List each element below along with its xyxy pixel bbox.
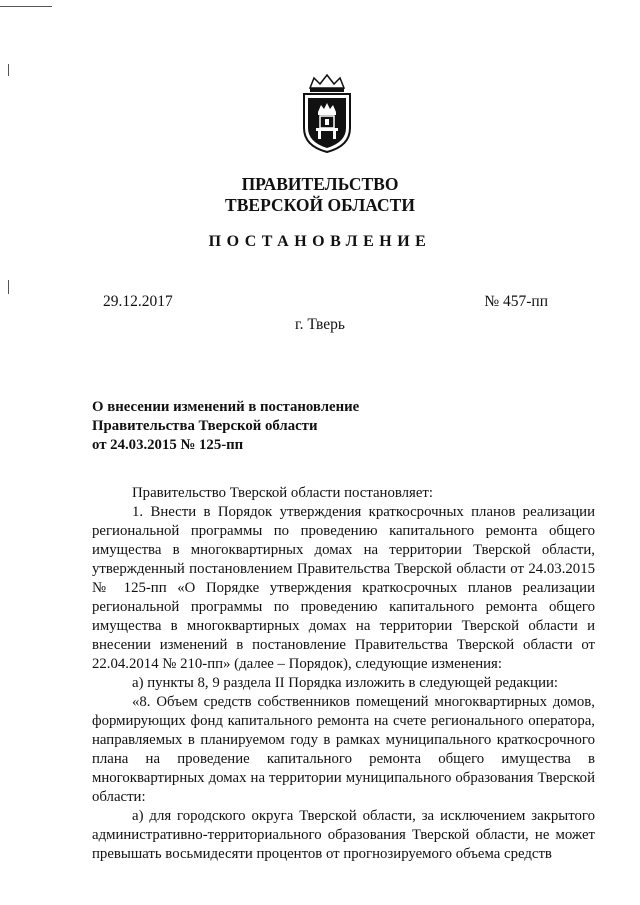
scan-mark-left-2 (8, 280, 9, 294)
document-body (92, 484, 595, 864)
document-date: 29.12.2017 (103, 293, 173, 310)
document-title (92, 398, 492, 455)
body-paragraph-4: а) для городского округа Тверской области, за исключением закрытого административно-территориального образования Тверской области, не может превышать восьмидесяти процентов от прогнозируемого объема средств (92, 808, 595, 862)
coat-of-arms-icon (296, 72, 358, 154)
document-number: № 457-пп (484, 293, 548, 310)
scan-mark-left-1 (8, 64, 9, 76)
body-paragraph-3: «8. Объем средств собственников помещений многоквартирных домов, формирующих фонд капитального ремонта на счете регионального оператора, направляемых в планируемом году в рамках муниципального краткосрочного плана на проведение капитального ремонта общего имущества в многоквартирных домах на территории муниципального образования Тверской области: (92, 694, 595, 805)
title-line-2: Правительства Тверской области (92, 418, 318, 434)
title-line-1: О внесении изменений в постановление (92, 399, 360, 415)
org-line-2: ТВЕРСКОЙ ОБЛАСТИ (225, 195, 415, 215)
document-type: ПОСТАНОВЛЕНИЕ (208, 233, 432, 250)
body-paragraph-2: а) пункты 8, 9 раздела II Порядка изложить в следующей редакции: (132, 675, 559, 691)
body-paragraph-1: 1. Внести в Порядок утверждения краткосрочных планов реализации региональной программы по проведению капитального ремонта общего имущества в многоквартирных домах на территории Тверской области, утвержденный постановлением Правительства Тверской области от 24.03.2015 № 125-пп «О Порядке утверждения краткосрочных планов реализации региональной программы по проведению капитального ремонта общего имущества в многоквартирных домах на территории Тверской области и внесении изменений в постановление Правительства Тверской области от 22.04.2014 № 210-пп» (далее – Порядок), следующие изменения: (92, 504, 595, 672)
org-line-1: ПРАВИТЕЛЬСТВО (241, 174, 399, 194)
organization-name (0, 174, 640, 216)
scan-mark-top (0, 6, 52, 7)
document-city: г. Тверь (295, 316, 345, 333)
body-paragraph-intro: Правительство Тверской области постановляет: (132, 485, 434, 501)
title-line-3: от 24.03.2015 № 125-пп (92, 437, 244, 453)
